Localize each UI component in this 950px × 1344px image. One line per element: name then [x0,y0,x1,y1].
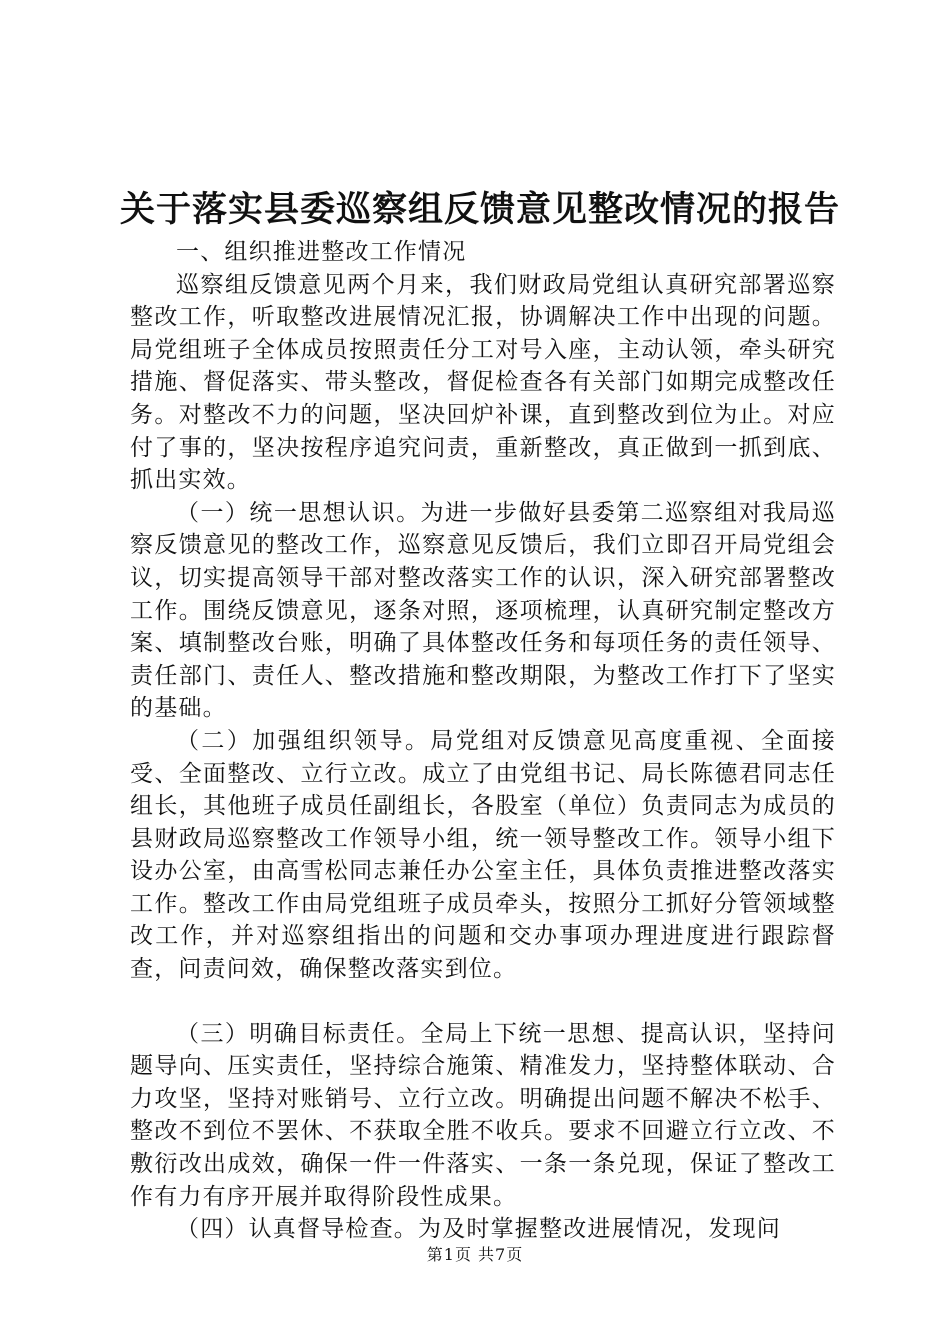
document-title: 关于落实县委巡察组反馈意见整改情况的报告 [119,189,840,230]
section-heading: 一、组织推进整改工作情况 [176,239,467,265]
paragraph-supervision: （四）认真督导检查。为及时掌握整改进展情况，发现问 [176,1216,781,1243]
document-body [130,236,836,1246]
page-indicator: 第1页 共7页 [426,1245,524,1264]
paragraph-strengthen-leadership: （二）加强组织领导。局党组对反馈意见高度重视、全面接受、全面整改、立行立改。成立了由党组书记、局长陈德君同志任组长，其他班子成员任副组长，各股室（单位）负责同志为成员的县财政局巡察整改工作领导小组，统一领导整改工作。领导小组下设办公室，由高雪松同志兼任办公室主任，具体负责推进整改落实工作。整改工作由局党组班子成员牵头，按照分工抓好分管领域整改工作，并对巡察组指出的问题和交办事项办理进度进行跟踪督查，问责问效，确保整改落实到位。 [130,727,836,983]
paragraph-unify-thinking: （一）统一思想认识。为进一步做好县委第二巡察组对我局巡察反馈意见的整改工作，巡察意见反馈后，我们立即召开局党组会议，切实提高领导干部对整改落实工作的认识，深入研究部署整改工作。围绕反馈意见，逐条对照，逐项梳理，认真研究制定整改方案、填制整改台账，明确了具体整改任务和每项任务的责任领导、责任部门、责任人、整改措施和整改期限，为整改工作打下了坚实的基础。 [130,499,836,722]
paragraph-intro: 巡察组反馈意见两个月来，我们财政局党组认真研究部署巡察整改工作，听取整改进展情况汇报，协调解决工作中出现的问题。局党组班子全体成员按照责任分工对号入座，主动认领，牵头研究措施、督促落实、带头整改，督促检查各有关部门如期完成整改任务。对整改不力的问题，坚决回炉补课，直到整改到位为止。对应付了事的，坚决按程序追究问责，重新整改，真正做到一抓到底、抓出实效。 [130,271,836,494]
paragraph-clarify-responsibility: （三）明确目标责任。全局上下统一思想、提高认识，坚持问题导向、压实责任，坚持综合施策、精准发力，坚持整体联动、合力攻坚，坚持对账销号、立行立改。明确提出问题不解决不松手、整改不到位不罢休、不获取全胜不收兵。要求不回避立行立改、不敷衍改出成效，确保一件一件落实、一条一条兑现，保证了整改工作有力有序开展并取得阶段性成果。 [130,1020,836,1210]
